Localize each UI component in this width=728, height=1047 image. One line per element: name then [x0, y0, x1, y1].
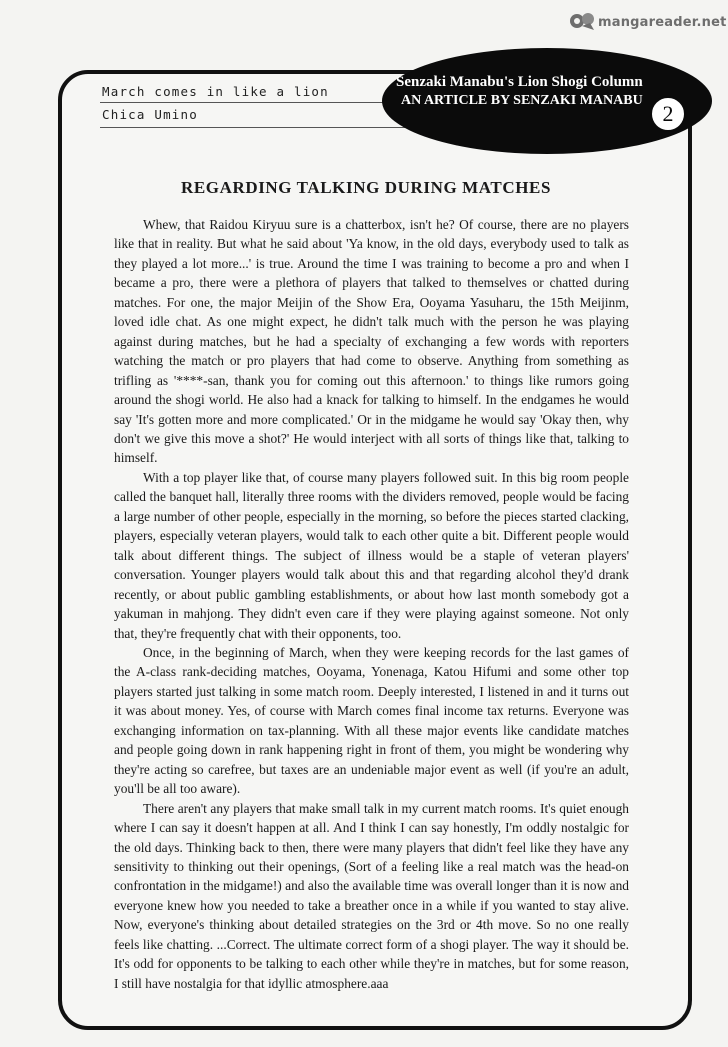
article-paragraph: There aren't any players that make small talk in my current match rooms. It's quiet enough where I can say it doesn't happen at all. And I think I can say honestly, I'm oddly nostalgic for the old days. Thinking back to then, there were many players that didn't feel like they have any sensitivity to thinking out their openings, (Sort of a feeling like a real match was the head-on confrontation in the midgame!) and also the available time was overall longer than it is now and everyone knew how you needed to take a breather once in a while if you wanted to stay alive. Now, everyone's thinking about detailed strategies on the 3rd or 4th move. So no one really feels like chatting. ...Correct. The ultimate correct form of a shogi player. The way it should be. It's odd for opponents to be talking to each other while they're in matches, but for some reason, I still have nostalgia for that idyllic atmosphere.aaa — [114, 800, 629, 991]
series-title: March comes in like a lion — [102, 84, 329, 99]
watermark-text: mangareader.net — [598, 15, 727, 30]
article-heading: REGARDING TALKING DURING MATCHES — [180, 178, 552, 197]
watermark — [568, 8, 726, 36]
column-number: 2 — [650, 96, 686, 132]
article-paragraph: Whew, that Raidou Kiryuu sure is a chatterbox, isn't he? Of course, there are no players like that in reality. But what he said about 'Ya know, in the old days, everybody used to talk as they played a lot more...' is true. Around the time I was training to become a pro and when I became a pro, there were a plethora of players that talked to themselves or chatted during matches. For one, the major Meijin of the Show Era, Ooyama Yasuharu, the 15th Meijinm, loved idle chat. As one might expect, he didn't talk much with the person he was playing against during matches, but he had a specialty of exchanging a few words with reporters watching the match or pro players that had come to observe. Anything from something as trifling as '****-san, thank you for coming out this afternoon.' to things like rumors going around the shogi world. He also had a knack for talking to himself. In the endgames he would say 'It's gotten more and more complicated.' Or in the midgame he would say 'Okay then, why don't we give this move a shot?' He would interject with all sorts of things like that, talking to himself. — [114, 217, 629, 466]
article-paragraph: With a top player like that, of course many players followed suit. In this big room people called the banquet hall, literally three rooms with the dividers removed, people would be facing a large number of other people, especially in the morning, so before the pieces started clacking, players, especially veteran players, would talk to each other quite a bit. Different people would talk about different things. The subject of illness would be a staple of veteran players' conversation. Younger players would talk about this and that regarding alcohol they'd drank recently, or about public gambling establishments, or about how last month somebody got a yakuman in mahjong. They didn't even care if they were playing against someone. Not only that, they're frequently chat with their opponents, too. — [114, 469, 629, 641]
column-title: Senzaki Manabu's Lion Shogi Column — [396, 74, 643, 90]
author-name: Chica Umino — [102, 107, 198, 122]
series-title-underline — [100, 102, 420, 103]
author-underline — [100, 127, 420, 128]
manga-reader-logo-icon — [568, 10, 598, 32]
article-body — [114, 215, 629, 993]
column-subtitle: AN ARTICLE BY SENZAKI MANABU — [401, 93, 643, 108]
article-paragraph: Once, in the beginning of March, when they were keeping records for the last games of the A-class rank-deciding matches, Ooyama, Yonenaga, Katou Hifumi and some other top players started just talking in some match room. Deeply interested, I listened in and it turns out it was about money. Yes, of course with March comes final income tax returns. Everyone was exchanging information on tax-planning. With all these major events like candidate matches and people going down in rank happening right in front of them, you might be wondering why they're acting so carefree, but taxes are an undeniable major event as well (if you're an adult, you'll be all too aware). — [114, 644, 629, 797]
